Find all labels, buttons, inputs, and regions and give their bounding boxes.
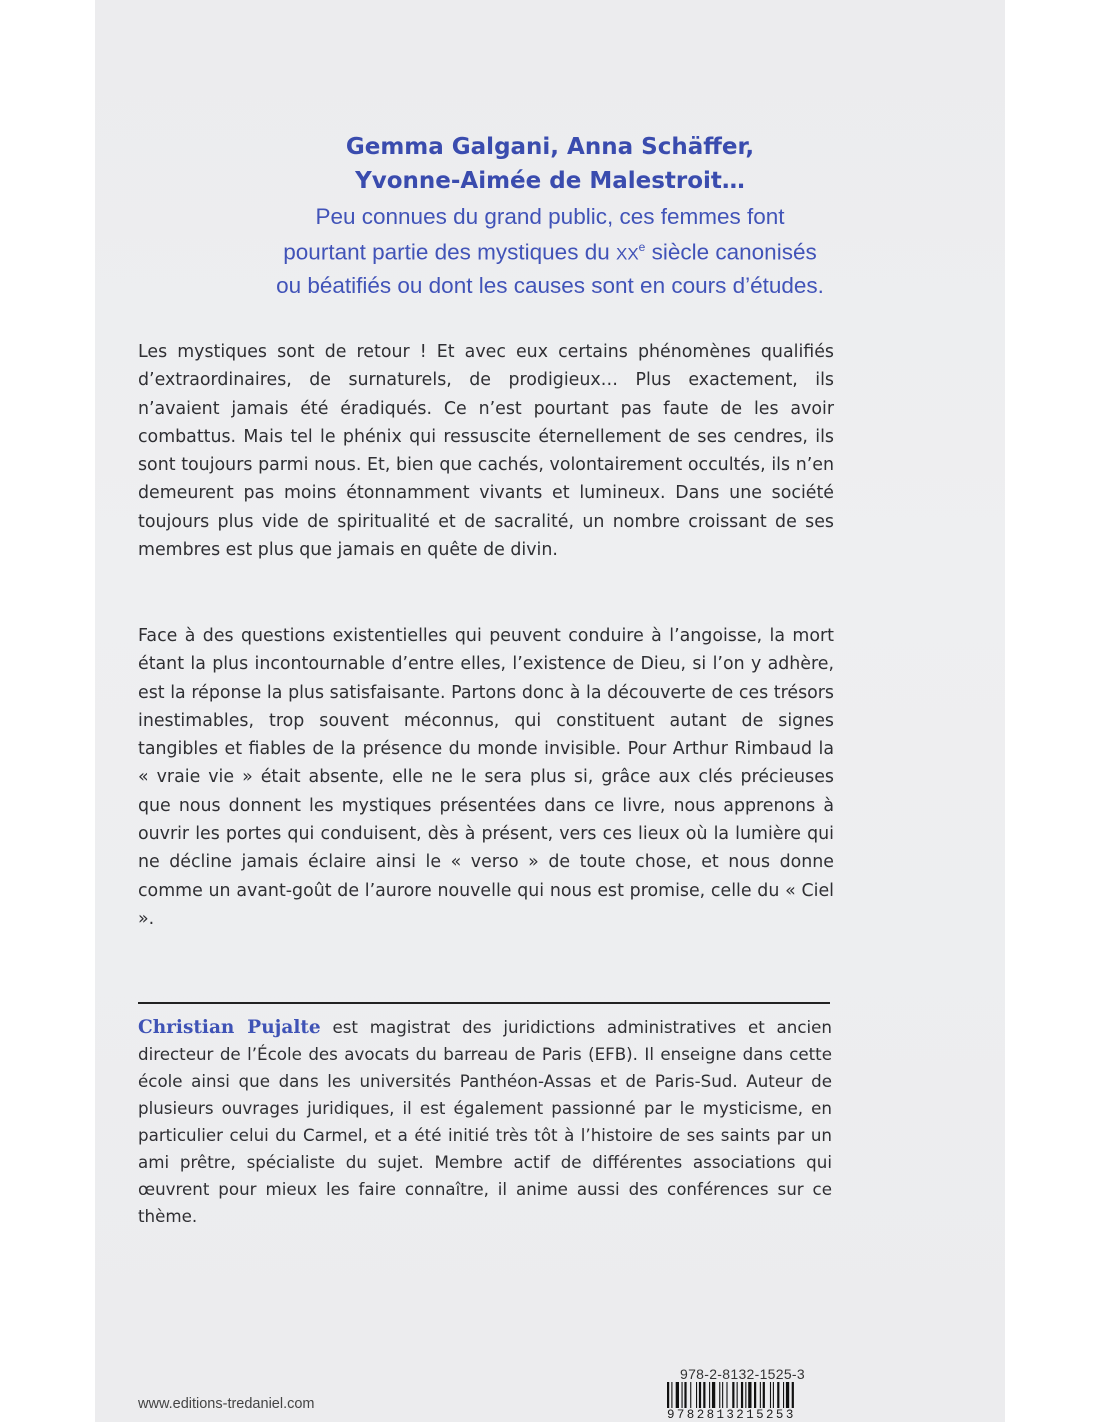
blurb-title-line-1: Gemma Galgani, Anna Schäffer, [345,134,755,160]
blurb-subtitle-line-2b: siècle canonisés [645,239,817,265]
century-numeral: XX [615,244,639,264]
blurb-subtitle-line-2a: pourtant partie des mystiques du [283,239,616,265]
body-paragraph-2: Face à des questions existentielles qui peuvent conduire à l’angoisse, la mort étant la plus incontournable d’entre elles, l’existence de Dieu, si l’on y adhère, est la réponse la plus satisfaisante. Partons donc à la découverte de ces trésors inestimables, trop souvent méconnus, qui constituent autant de signes tangibles et fiables de la présence du monde invisible. Pour Arthur Rimbaud la « vraie vie » était absente, elle ne le sera plus si, grâce aux clés précieuses que nous donnent les mystiques présentées dans ce livre, nous apprenons à ouvrir les portes qui conduisent, dès à présent, vers ces lieux où la lumière qui ne décline jamais éclaire ainsi le « verso » de toute chose, et nous donne comme un avant-goût de l’aurore nouvelle qui nous est promise, celle du « Ciel ». [138,626,834,929]
blurb-title-line-2: Yvonne-Aimée de Malestroit… [355,168,745,194]
body-paragraph-1: Les mystiques sont de retour ! Et avec eux certains phénomènes qualifiés d’extraordinaires, de surnaturels, de prodigieux… Plus exactement, ils n’avaient jamais été éradiqués. Ce n’est pourtant pas faute de les avoir combattus. Mais tel le phénix qui ressuscite éternellement de ses cendres, ils sont toujours parmi nous. Et, bien que cachés, volontairement occultés, ils n’en demeurent pas moins étonnamment vivants et lumineux. Dans une société toujours plus vide de spiritualité et de sacralité, un nombre croissant de ses membres est plus que jamais en quête de divin. [138,342,834,561]
author-bio [138,1014,832,1230]
author-bio-text: est magistrat des juridictions administratives et ancien directeur de l’École des avocats du barreau de Paris (EFB). Il enseigne dans cette école ainsi que dans les universités Panthéon-Assas et de Paris-Sud. Auteur de plusieurs ouvrages juridiques, il est également passionné par le mysticisme, en particulier celui du Carmel, et a été initié très tôt à l’histoire de ses saints par un ami prêtre, spécialiste du sujet. Membre actif de différentes associations qui œuvrent pour mieux les faire connaître, il anime aussi des conférences sur ce thème. [138,1017,832,1226]
blurb [95,130,1005,301]
blurb-subtitle [95,201,1005,301]
blurb-subtitle-line-3: ou béatifiés ou dont les causes sont en cours d’études. [276,272,824,298]
barcode-digits: 9782813215253 [667,1408,835,1422]
section-divider [138,1002,830,1004]
author-name: Christian Pujalte [138,1017,321,1038]
isbn-number: 978-2-8132-1525-3 [680,1366,805,1382]
century-superscript: e [638,240,646,254]
publisher-website: www.editions-tredaniel.com [138,1396,315,1412]
blurb-subtitle-line-1: Peu connues du grand public, ces femmes font [315,204,785,229]
